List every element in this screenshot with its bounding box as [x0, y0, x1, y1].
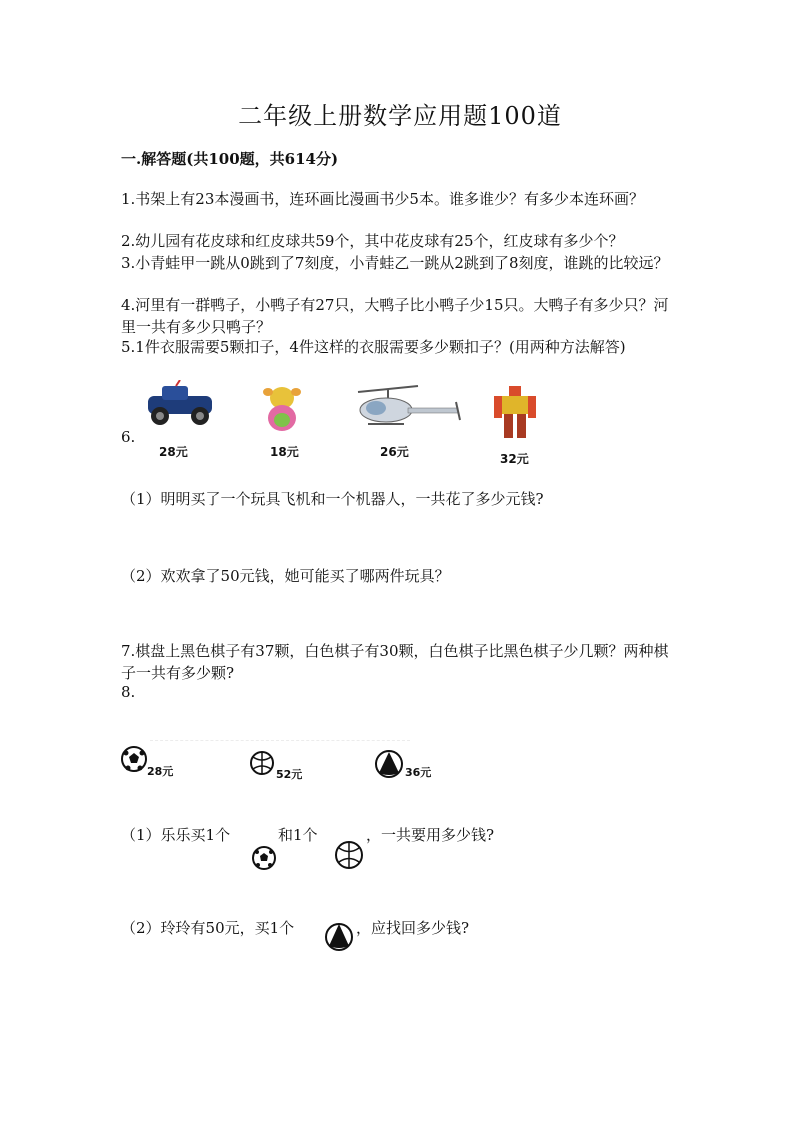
toy-doll-icon	[258, 384, 306, 434]
toy-car-icon	[140, 380, 220, 430]
basketball-price: 52元	[276, 768, 303, 781]
section-heading: 一.解答题(共100题，共614分)	[121, 150, 339, 168]
toy-helicopter-icon	[348, 382, 468, 432]
basketball-icon	[249, 748, 277, 780]
question-8-part-2-b: ，应找回多少钱?	[356, 919, 470, 937]
question-6-part-2: （2）欢欢拿了50元钱，她可能买了哪两件玩具？	[121, 567, 450, 585]
question-8-part-1-c: ，一共要用多少钱?	[366, 826, 495, 844]
soccer-ball-small-icon	[251, 843, 279, 875]
toy-car-price: 28元	[159, 445, 188, 459]
question-8-part-2-a: （2）玲玲有50元，买1个	[121, 919, 295, 937]
question-8-number: 8.	[121, 683, 136, 701]
question-5: 5.1件衣服需要5颗扣子，4件这样的衣服需要多少颗扣子？(用两种方法解答)	[121, 338, 626, 356]
toy-doll-price: 18元	[270, 445, 299, 459]
question-7: 7.棋盘上黑色棋子有37颗，白色棋子有30颗，白色棋子比黑色棋子少几颗？两种棋子一共有多少颗?	[121, 642, 669, 682]
question-6-number: 6.	[121, 428, 136, 446]
beach-ball-small-icon	[324, 920, 356, 954]
question-8-part-1-a: （1）乐乐买1个	[121, 826, 231, 844]
question-8-part-1-b: 和1个	[278, 826, 318, 844]
beach-ball-icon	[374, 749, 406, 781]
page-title: 二年级上册数学应用题100道	[238, 102, 562, 130]
question-2: 2.幼儿园有花皮球和红皮球共59个，其中花皮球有25个，红皮球有多少个？	[121, 232, 624, 250]
soccer-ball-price: 28元	[147, 765, 174, 778]
toy-robot-icon	[490, 384, 540, 444]
basketball-small-icon	[334, 838, 366, 874]
soccer-ball-icon	[121, 742, 149, 778]
toy-robot-price: 32元	[500, 452, 529, 466]
beach-ball-price: 36元	[405, 766, 432, 779]
question-1: 1.书架上有23本漫画书，连环画比漫画书少5本。谁多谁少？有多少本连环画？	[121, 190, 644, 208]
question-4: 4.河里有一群鸭子，小鸭子有27只，大鸭子比小鸭子少15只。大鸭子有多少只？河里一共有多少只鸭子？	[121, 296, 669, 336]
faint-divider	[150, 740, 410, 749]
question-3: 3.小青蛙甲一跳从0跳到了7刻度，小青蛙乙一跳从2跳到了8刻度，谁跳的比较远？	[121, 254, 669, 272]
toy-helicopter-price: 26元	[380, 445, 409, 459]
question-6-part-1: （1）明明买了一个玩具飞机和一个机器人，一共花了多少元钱?	[121, 490, 544, 508]
